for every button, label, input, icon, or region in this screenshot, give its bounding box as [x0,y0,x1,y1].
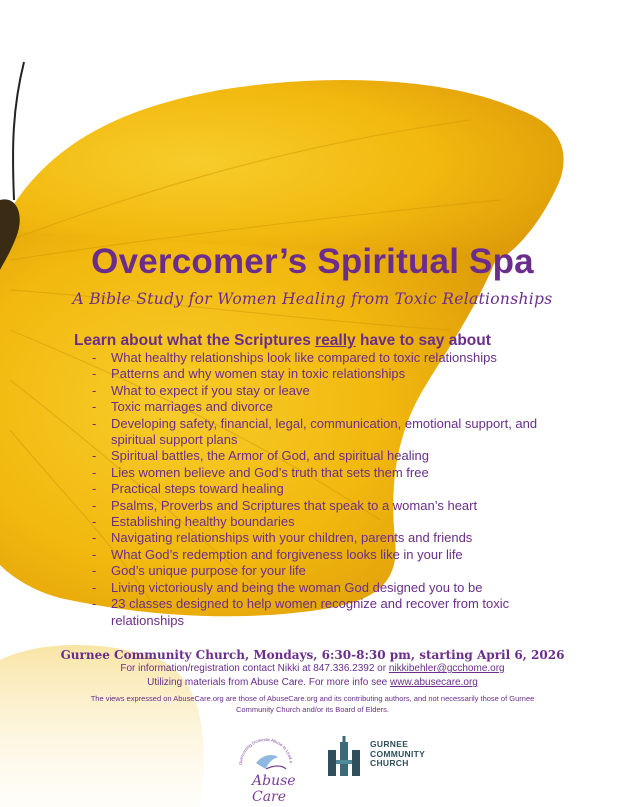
materials-line: Utilizing materials from Abuse Care. For more info see www.abusecare.org [147,677,478,688]
list-item: - Patterns and why women stay in toxic relationships [92,366,406,382]
abuse-care-wordmark: Abuse Care [252,773,296,805]
list-item: - Practical steps toward healing [92,481,284,497]
church-wordmark: GURNEE COMMUNITY CHURCH [370,739,426,768]
abuse-care-logo [228,727,318,805]
list-item: - What to expect if you stay or leave [92,382,310,398]
list-item: - Living victoriously and being the woman God designed you to be [92,579,483,595]
bullet-dash: - [92,596,97,612]
bullet-dash: - [92,399,97,415]
event-details: Gurnee Community Church, Mondays, 6:30-8:30 pm, starting April 6, 2026 [60,648,565,662]
bullet-dash: - [92,366,97,382]
bullet-dash: - [92,563,97,579]
email-link[interactable]: nikkibehler@gcchome.org [388,663,505,674]
list-item: - Spiritual battles, the Armor of God, and spiritual healing [92,448,429,464]
list-item: - What healthy relationships look like compared to toxic relationships [92,350,497,365]
church-logo [324,736,434,780]
intro-before: Learn about what the Scriptures [74,332,316,349]
page-subtitle: A Bible Study for Women Healing from Toxic Relationships [72,290,553,308]
svg-text:Overcoming Domestic Abuse to L: Overcoming Domestic Abuse to Lead a [237,736,294,766]
list-item: - 23 classes designed to help women recognize and recover from toxic relationships [92,596,510,628]
list-item: - Psalms, Proverbs and Scriptures that speak to a woman’s heart [92,497,478,513]
bullet-dash: - [92,464,97,480]
bullet-dash: - [92,530,97,546]
intro-heading [74,332,491,350]
bullet-dash: - [92,497,97,513]
bullet-dash: - [92,546,97,562]
contact-line: For information/registration contact Nikki at 847.336.2392 or nikkibehler@gcchome.org [120,663,505,674]
website-link[interactable]: www.abusecare.org [390,677,478,688]
intro-after: have to say about [355,332,491,349]
list-item: - Toxic marriages and divorce [92,399,273,415]
list-item: - God’s unique purpose for your life [92,563,306,579]
page-title: Overcomer’s Spiritual Spa [91,242,534,281]
bullet-dash: - [92,448,97,464]
bullet-dash: - [92,481,97,497]
intro-emphasis: really [315,332,356,349]
bullet-dash: - [92,514,97,530]
list-item: - What God’s redemption and forgiveness looks like in your life [92,546,463,562]
bullet-dash: - [92,382,97,398]
bullet-dash: - [92,579,97,595]
list-item: - Lies women believe and God’s truth that sets them free [92,464,429,480]
list-item: - Developing safety, financial, legal, communication, emotional support, and spiritual support plans [92,415,538,448]
church-icon [324,736,368,780]
list-item: - Navigating relationships with your children, parents and friends [92,530,473,546]
bullet-dash: - [92,350,97,365]
topic-list [92,350,542,629]
disclaimer-text: The views expressed on AbuseCare.org are those of AbuseCare.org and its contributing authors, and not necessarily those of Gurnee Community Church and/or its Board of Elders. [90,694,535,714]
bullet-dash: - [92,415,97,431]
list-item: - Establishing healthy boundaries [92,514,295,530]
